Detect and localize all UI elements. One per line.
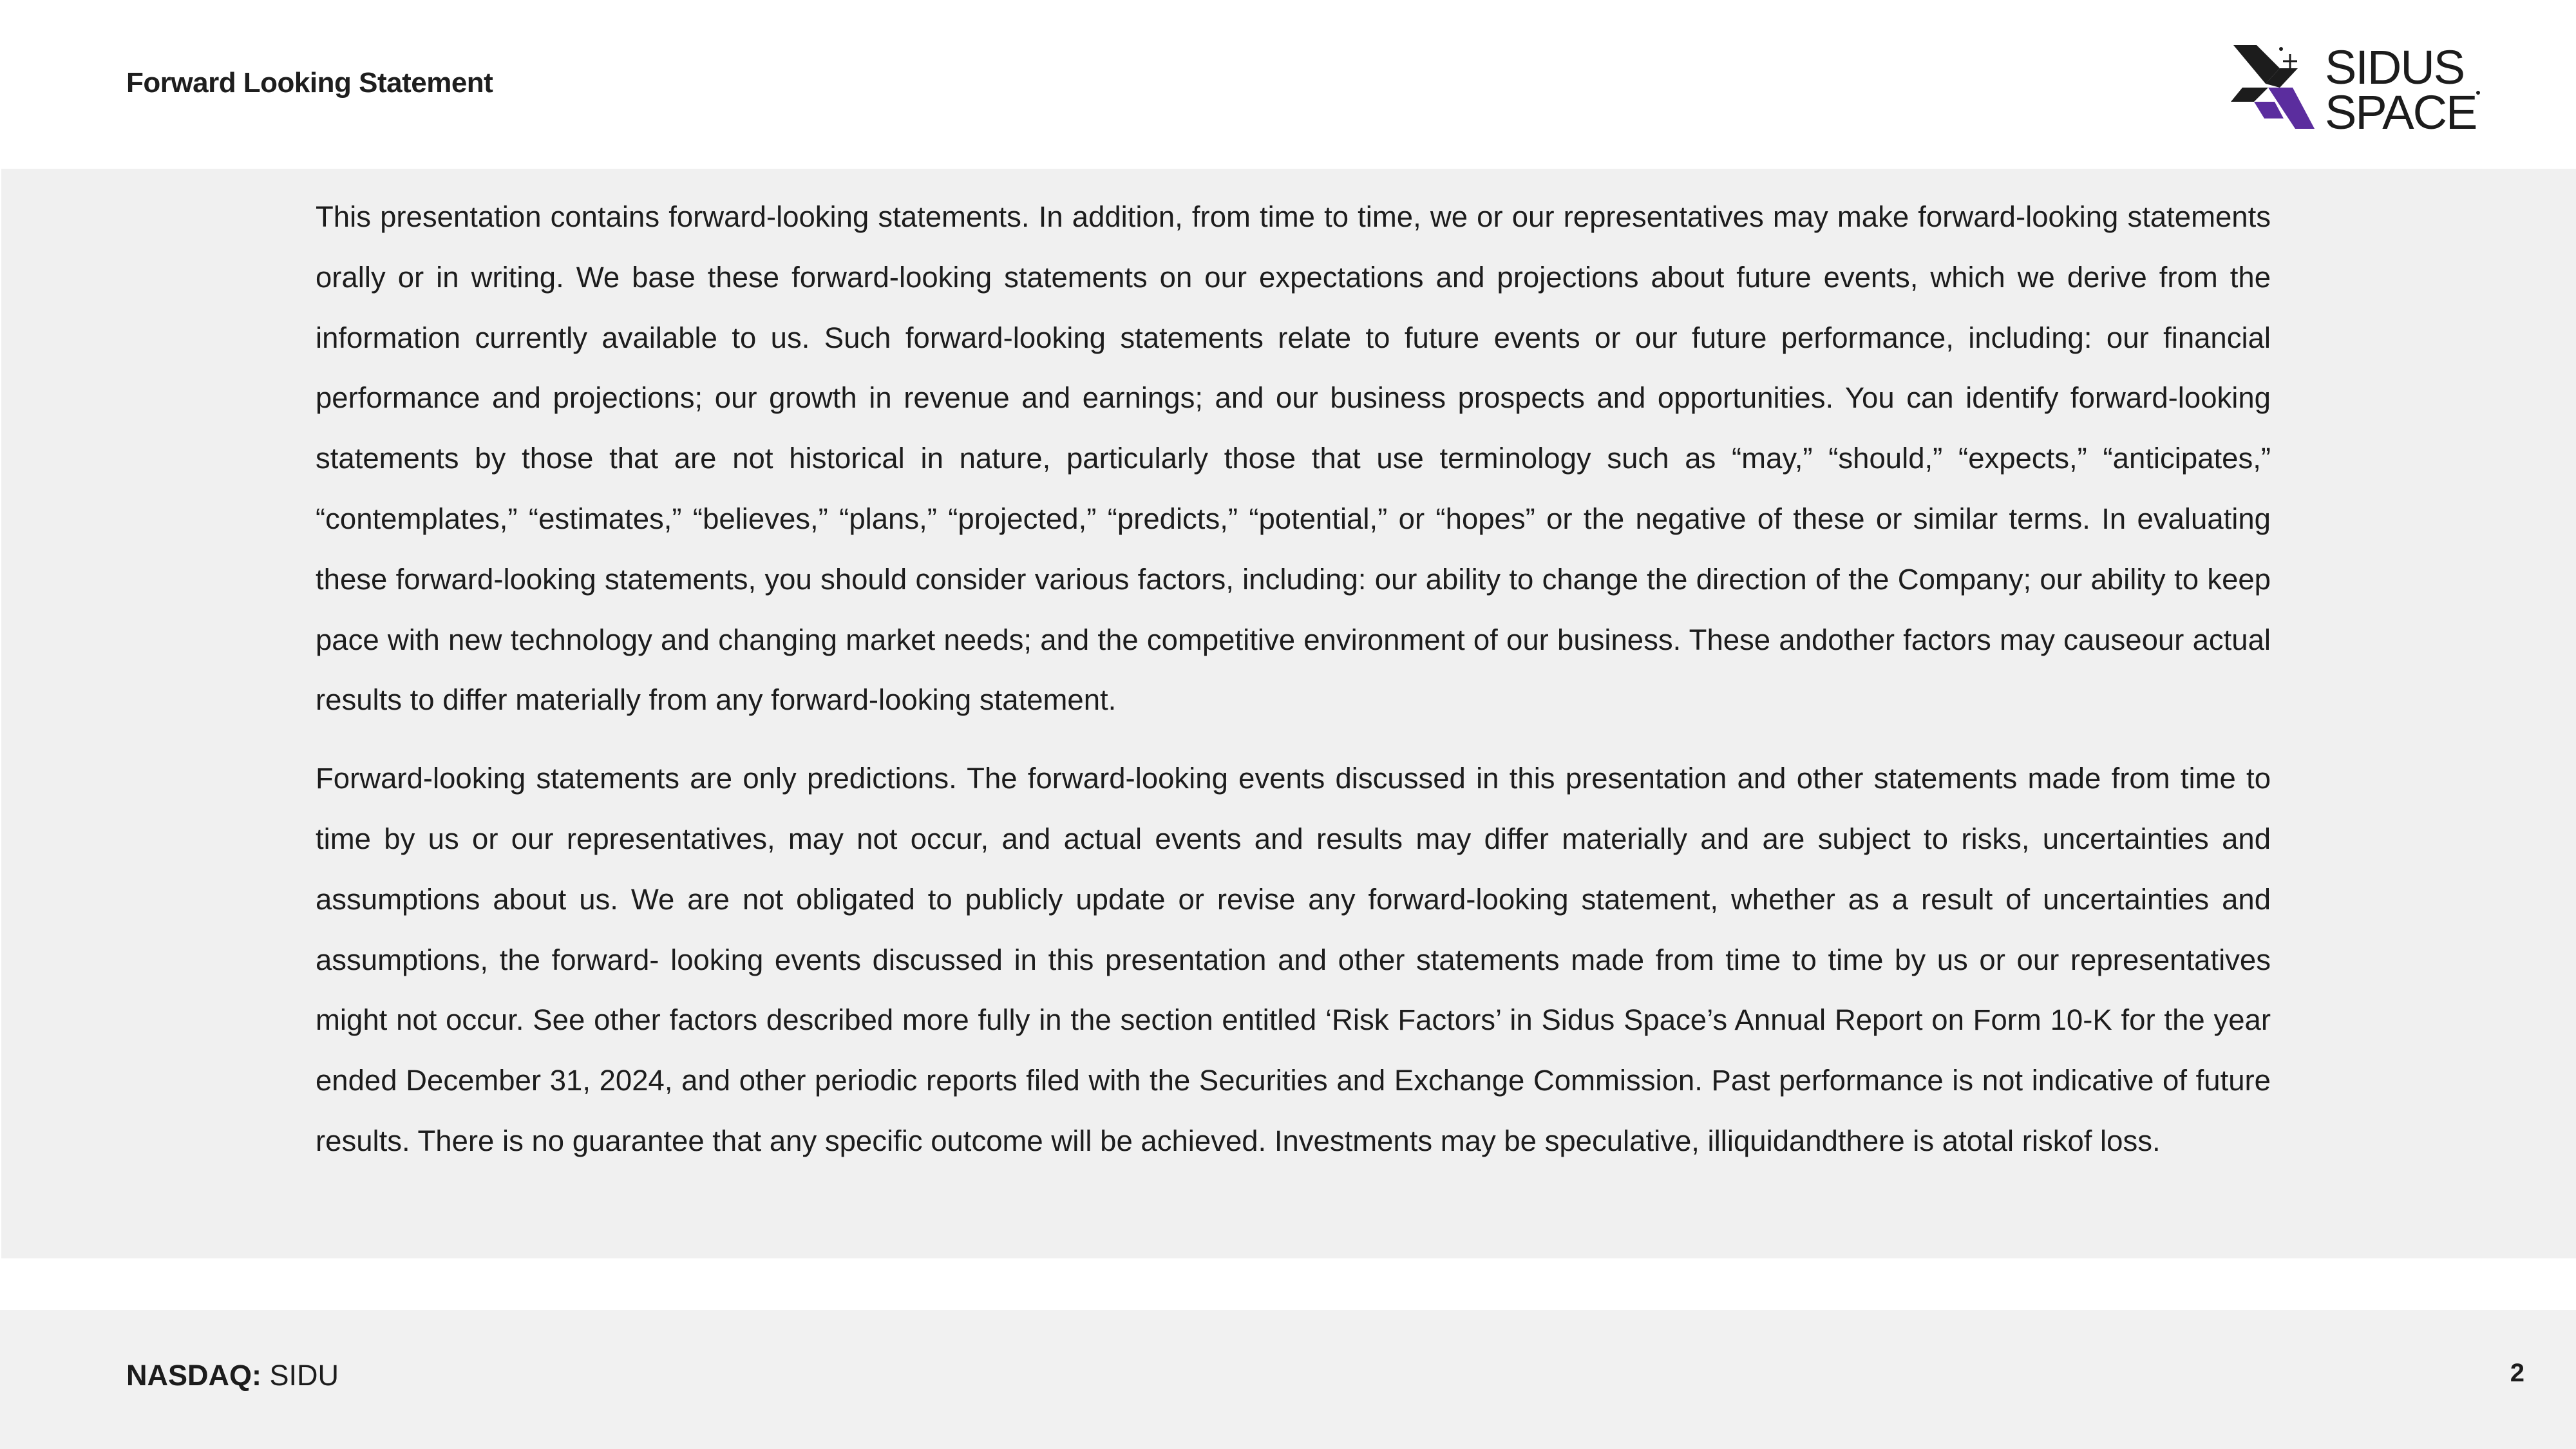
- footer: [0, 1310, 2576, 1449]
- statement-body: [316, 187, 2271, 1171]
- sidus-space-logo-mark: [2228, 43, 2486, 135]
- page-title: Forward Looking Statement: [126, 67, 493, 99]
- footer-ticker: [126, 1359, 339, 1392]
- statement-paragraph-2: Forward-looking statements are only predictions. The forward-looking events discussed in this presentation and other statements made from time to time by us or our representatives, may not occur, and actual events and results may differ materially and are subject to risks, uncertainties and assumptions about us. We are not obligated to publicly update or revise any forward-looking statement, whether as a result of uncertainties and assumptions, the forward- looking events discussed in this presentation and other statements made from time to time by us or our representatives might not occur. See other factors described more fully in the section entitled ‘Risk Factors’ in Sidus Space’s Annual Report on Form 10-K for the year ended December 31, 2024, and other periodic reports filed with the Securities and Exchange Commission. Past performance is not indicative of future results. There is no guarantee that any specific outcome will be achieved. Investments may be speculative, illiquidandthere is atotal riskof loss.: [316, 762, 2271, 1157]
- exchange-label: NASDAQ:: [126, 1359, 261, 1392]
- statement-paragraph-1: This presentation contains forward-looking statements. In addition, from time to time, we or our representatives may make forward-looking statements orally or in writing. We base these forward-looking statements on our expectations and projections about future events, which we derive from the information currently available to us. Such forward-looking statements relate to future events or our future performance, including: our financial performance and projections; our growth in revenue and earnings; and our business prospects and opportunities. You can identify forward-looking statements by those that are not historical in nature, particularly those that use terminology such as “may,” “should,” “expects,” “anticipates,” “contemplates,” “estimates,” “believes,” “plans,” “projected,” “predicts,” “potential,” or “hopes” or the negative of these or similar terms. In evaluating these forward-looking statements, you should consider various factors, including: our ability to change the direction of the Company; our ability to keep pace with new technology and changing market needs; and the competitive environment of our business. These andother factors may causeour actual results to differ materially from any forward-looking statement.: [316, 200, 2271, 717]
- logo-line-2: SPACE: [2325, 86, 2477, 135]
- logo-line-1: SIDUS: [2325, 43, 2465, 94]
- page-number: 2: [2510, 1359, 2524, 1387]
- sidus-space-logo: [2228, 43, 2486, 135]
- ticker-symbol: SIDU: [269, 1359, 339, 1392]
